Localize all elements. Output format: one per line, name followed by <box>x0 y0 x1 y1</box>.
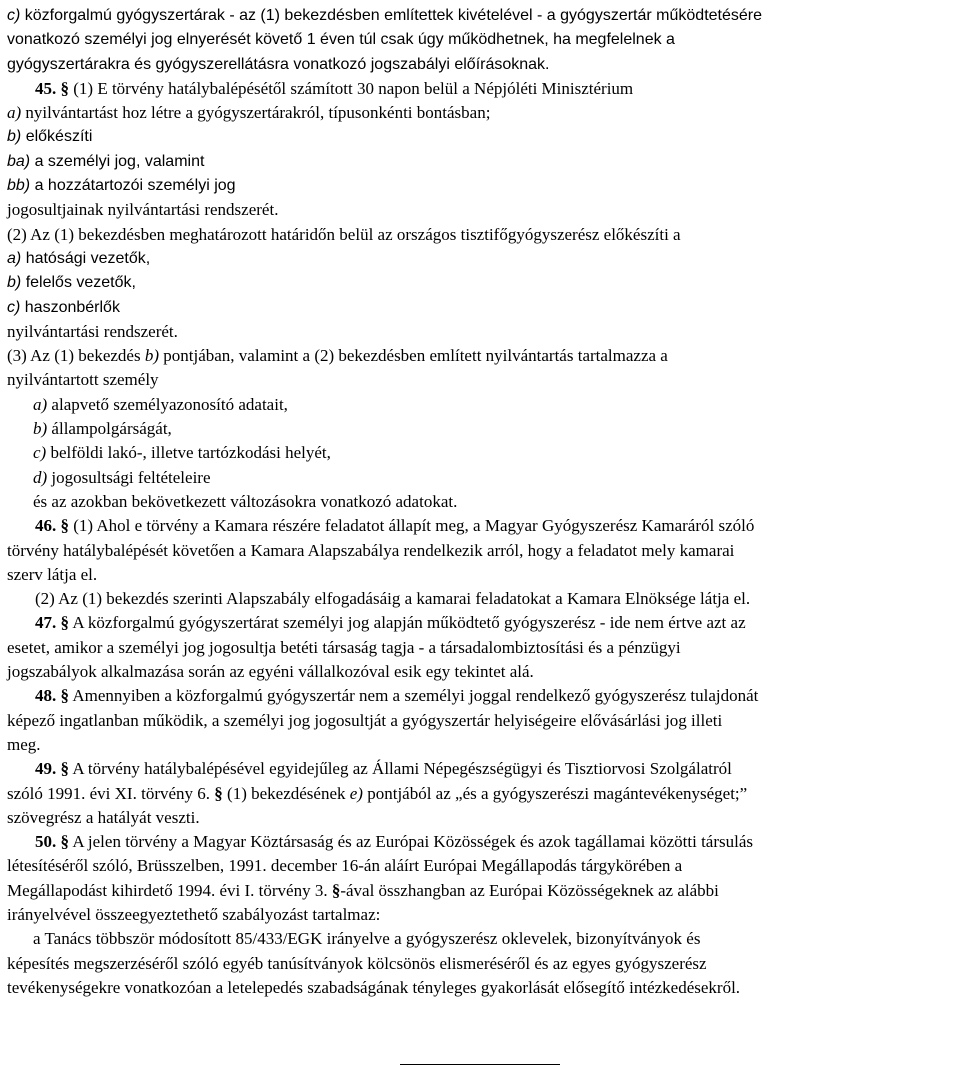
section-47-line-1: 47. § A közforgalmú gyógyszertárat személyi jog alapján működtető gyógyszerész - ide nem értve azt az <box>35 613 746 633</box>
s45-p3-end: és az azokban bekövetkezett változásokra vonatkozó adatokat. <box>33 491 458 511</box>
section-number: 49. <box>35 759 57 779</box>
section-49-line-1: 49. § A törvény hatálybalépésével egyidejűleg az Állami Népegészségügyi és Tisztiorvosi Szolgálatról <box>35 759 732 779</box>
section-48-line-3: meg. <box>7 734 41 754</box>
section-49-line-3: szövegrész a hatályát veszti. <box>7 807 200 827</box>
s45-p3-item-c: c) belföldi lakó-, illetve tartózkodási helyét, <box>33 443 331 463</box>
section-48-line-2: képező ingatlanban működik, a személyi jog jogosultját a gyógyszertár helyiségeire elővásárlási jog illeti <box>7 710 723 730</box>
s45-item-b: b) előkészíti <box>7 128 93 146</box>
s45-item-ba: ba) a személyi jog, valamint <box>7 152 205 170</box>
section-50-line-5: a Tanács többször módosított 85/433/EGK irányelve a gyógyszerész oklevelek, bizonyítványok és <box>33 929 701 949</box>
s45-paragraph-2: (2) Az (1) bekezdésben meghatározott határidőn belül az országos tisztifőgyógyszerész előkészíti a <box>7 224 681 244</box>
section-44c-line-2: vonatkozó személyi jog elnyerését követő 1 éven túl csak úgy működhetnek, ha megfelelnek a <box>7 31 675 49</box>
section-50-line-3: Megállapodást kihirdető 1994. évi I. törvény 3. §-ával összhangban az Európai Közösségeknek az alábbi <box>7 880 719 900</box>
s45-p3-item-b: b) állampolgárságát, <box>33 419 172 439</box>
s45-item-b-end: jogosultjainak nyilvántartási rendszerét. <box>7 200 279 220</box>
section-50-line-6: képesítés megszerzéséről szóló egyéb tanúsítványok kölcsönös elismeréséről és az egyes gyógyszerész <box>7 953 707 973</box>
s45-p3-line-2: nyilvántartott személy <box>7 370 159 390</box>
paragraph-sign: § <box>60 78 69 98</box>
s45-item-bb: bb) a hozzátartozói személyi jog <box>7 177 236 195</box>
section-number: 45. <box>35 78 57 98</box>
paragraph-sign: § <box>60 759 69 779</box>
section-47-line-2: esetet, amikor a személyi jog jogosultja betéti társaság tagja - a társadalombiztosítási és a pénzügyi <box>7 637 681 657</box>
paragraph-sign: § <box>60 832 69 852</box>
section-50-line-4: irányelvével összeegyeztethető szabályozást tartalmaz: <box>7 904 381 924</box>
section-46-line-1: 46. § (1) Ahol e törvény a Kamara részére feladatot állapít meg, a Magyar Gyógyszerész Kamaráról szóló <box>35 516 755 536</box>
section-number: 47. <box>35 613 57 633</box>
item-label: c) <box>7 7 21 24</box>
section-46-line-2: törvény hatálybalépését követően a Kamara Alapszabálya rendelkezik arról, hogy a feladatot mely kamarai <box>7 540 735 560</box>
section-number: 46. <box>35 516 57 536</box>
section-46-line-4: (2) Az (1) bekezdés szerinti Alapszabály elfogadásáig a kamarai feladatokat a Kamara Elnöksége látja el. <box>35 589 751 609</box>
paragraph-sign: § <box>60 613 69 633</box>
section-46-line-3: szerv látja el. <box>7 564 98 584</box>
s45-paragraph-3: (3) Az (1) bekezdés b) pontjában, valamint a (2) bekezdésben említett nyilvántartás tartalmazza a <box>7 346 668 366</box>
s45-p2-item-c: c) haszonbérlők <box>7 298 120 316</box>
section-48-line-1: 48. § Amennyiben a közforgalmú gyógyszertár nem a személyi joggal rendelkező gyógyszerész tulajdonát <box>35 686 759 706</box>
s45-p2-item-b: b) felelős vezetők, <box>7 274 136 292</box>
document-page <box>7 4 955 1000</box>
section-44c-line-3: gyógyszertárakra és gyógyszerellátásra vonatkozó jogszabályi előírásoknak. <box>7 55 550 73</box>
section-50-line-1: 50. § A jelen törvény a Magyar Köztársaság és az Európai Közösségek és azok tagállamai közötti társulás <box>35 832 754 852</box>
section-50-line-7: tevékenységekre vonatkozóan a letelepedés szabadságának tényleges gyakorlását elősegítő intézkedésekről. <box>7 977 741 997</box>
paragraph-sign: § <box>60 516 69 536</box>
s45-p3-item-a: a) alapvető személyazonosító adatait, <box>33 394 288 414</box>
section-45-heading-line: 45. § (1) E törvény hatálybalépésétől számított 30 napon belül a Népjóléti Minisztérium <box>35 78 634 98</box>
s45-p3-item-d: d) jogosultsági feltételeire <box>33 467 211 487</box>
s45-item-a: a) nyilvántartást hoz létre a gyógyszertárakról, típusonkénti bontásban; <box>7 103 491 123</box>
section-47-line-3: jogszabályok alkalmazása során az egyéni vállalkozóval esik egy tekintet alá. <box>7 662 534 682</box>
section-50-line-2: létesítéséről szóló, Brüsszelben, 1991. december 16-án aláírt Európai Megállapodás tárgykörében a <box>7 856 683 876</box>
footnote-divider <box>400 1064 560 1065</box>
section-number: 48. <box>35 686 57 706</box>
section-number: 50. <box>35 832 57 852</box>
s45-p2-item-a: a) hatósági vezetők, <box>7 249 151 267</box>
section-44c-line-1: c) közforgalmú gyógyszertárak - az (1) bekezdésben említettek kivételével - a gyógyszertár működtetésére <box>7 7 763 24</box>
paragraph-sign: § <box>60 686 69 706</box>
s45-p2-end: nyilvántartási rendszerét. <box>7 321 178 341</box>
section-49-line-2: szóló 1991. évi XI. törvény 6. § (1) bekezdésének e) pontjából az „és a gyógyszerészi magántevékenységet;” <box>7 783 748 803</box>
